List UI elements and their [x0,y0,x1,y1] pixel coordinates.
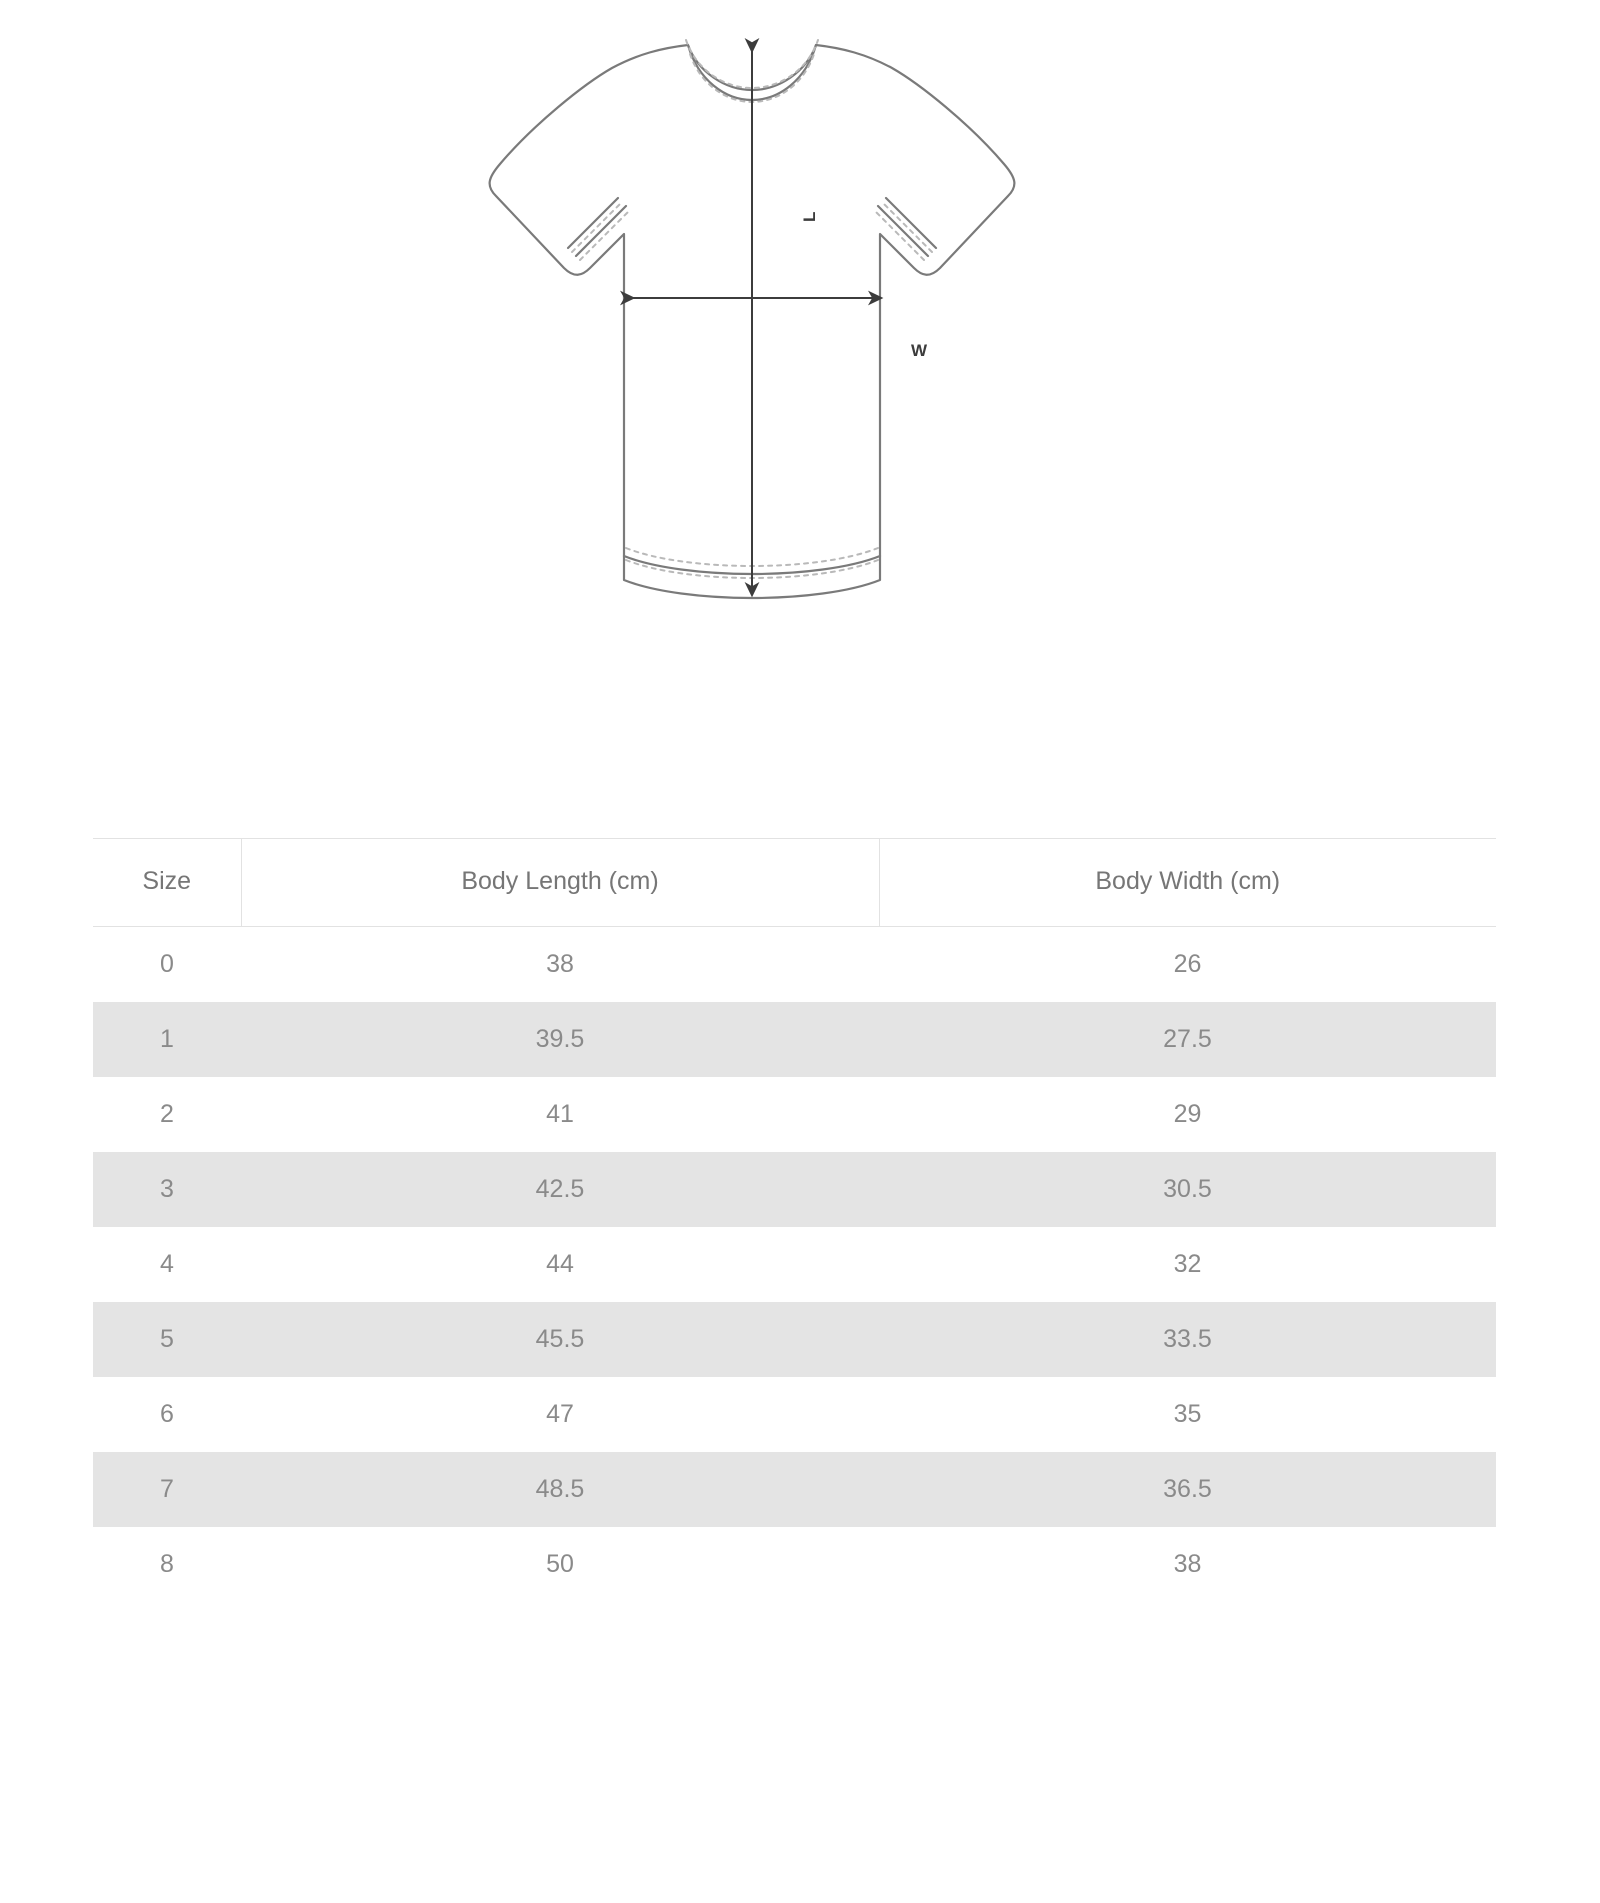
cell-body-width: 32 [1173,1250,1202,1278]
cell-body-length: 50 [546,1550,574,1578]
table-row [93,1152,1496,1227]
cell-size: 8 [160,1550,174,1578]
cell-body-width: 36.5 [879,1452,1496,1527]
cell-size: 2 [160,1100,174,1128]
tshirt-icon [380,20,1060,700]
cell-size: 0 [160,950,174,978]
cell-body-length: 45.5 [241,1302,879,1377]
cell-size: 7 [93,1452,241,1527]
column-header-body-width: Body Width (cm) [879,839,1496,927]
cell-size: 4 [160,1250,174,1278]
cell-size: 6 [160,1400,174,1428]
table-row [93,1452,1496,1527]
table-row [93,1002,1496,1077]
table-row [93,1527,1496,1602]
table-row [93,1077,1496,1152]
cell-body-length: 47 [546,1400,574,1428]
table-row [93,1227,1496,1302]
table-row [93,1302,1496,1377]
table-row [93,927,1496,1003]
cell-body-length: 39.5 [241,1002,879,1077]
size-table-section [0,838,1600,1602]
size-table [93,838,1496,1602]
cell-body-length: 42.5 [241,1152,879,1227]
cell-body-width: 27.5 [879,1002,1496,1077]
table-header [93,839,1496,927]
table-body [93,927,1496,1603]
diagram-section [0,0,1600,820]
cell-size: 5 [93,1302,241,1377]
cell-size: 1 [93,1002,241,1077]
cell-size: 3 [93,1152,241,1227]
cell-body-width: 33.5 [879,1302,1496,1377]
cell-body-width: 30.5 [879,1152,1496,1227]
cell-body-width: 29 [1173,1100,1202,1128]
table-header-row [93,839,1496,927]
column-header-body-length: Body Length (cm) [241,839,879,927]
cell-body-length: 44 [546,1250,574,1278]
table-row [93,1377,1496,1452]
cell-body-width: 38 [1173,1550,1202,1578]
cell-body-length: 38 [546,950,574,978]
cell-body-width: 35 [1173,1400,1202,1428]
cell-body-length: 48.5 [241,1452,879,1527]
length-label: L [800,211,819,222]
column-header-size: Size [93,839,241,927]
cell-body-width: 26 [1173,950,1202,978]
width-label: W [911,341,928,360]
cell-body-length: 41 [546,1100,574,1128]
